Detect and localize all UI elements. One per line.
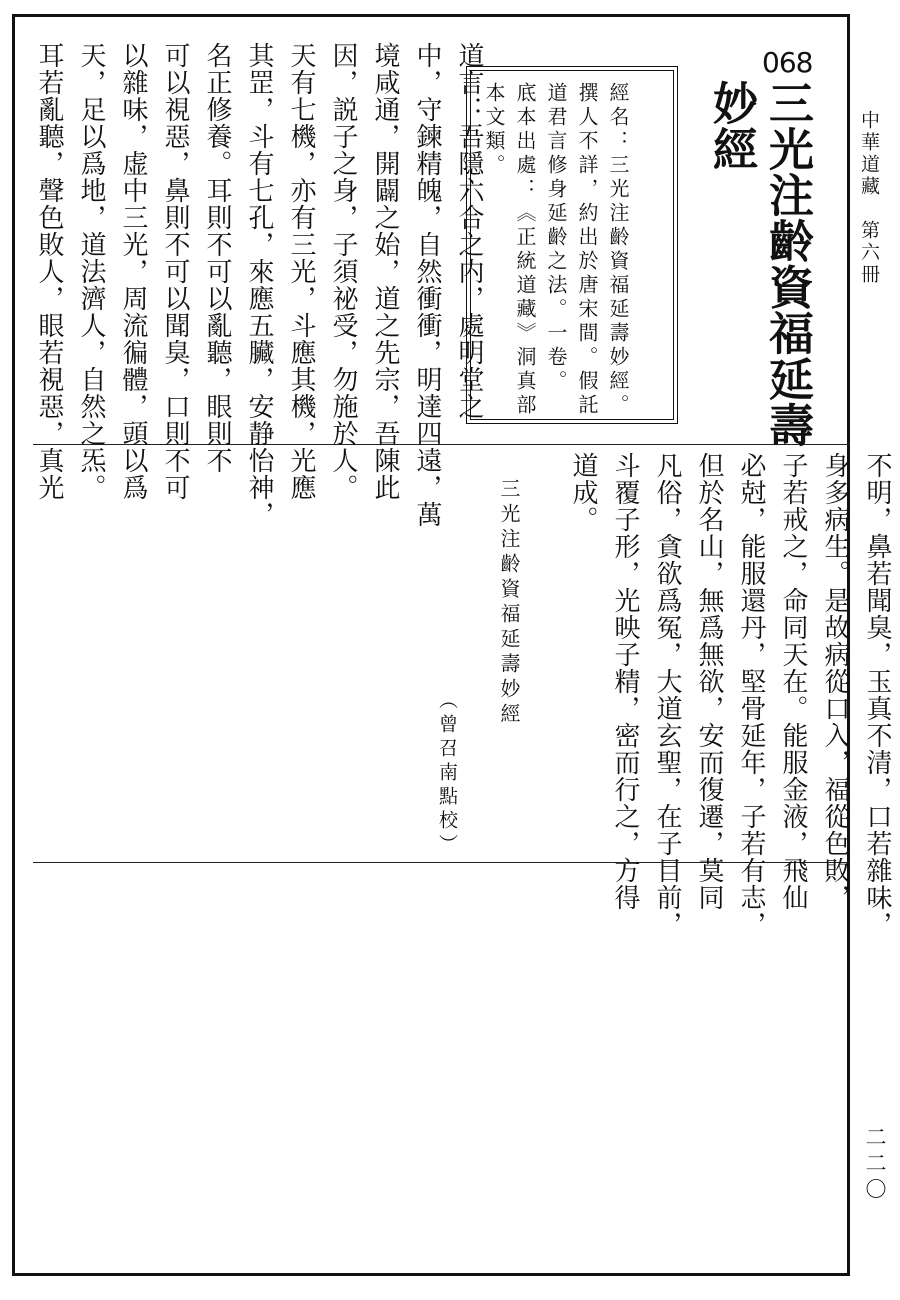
text-column: 道言：吾隱六合之内，處明堂之 [454, 42, 484, 420]
text-column: 名正修養。耳則不可以亂聽，眼則不 [202, 42, 232, 474]
text-column: 可以視惡，鼻則不可以聞臭，口則不可 [160, 42, 190, 501]
info-line: 道君言修身延齡之法。一卷。 [544, 82, 568, 394]
page-number: 二二〇 [863, 1126, 887, 1204]
info-line: 撰人不詳，約出於唐宋間。假託 [575, 82, 599, 418]
info-line: 本文類。 [482, 82, 506, 178]
text-column: 其罡，斗有七孔，來應五臟，安静怡神， [244, 42, 274, 528]
scripture-title [703, 80, 815, 448]
text-column: 中，守鍊精魄，自然衝衝，明達四遠，萬 [412, 42, 442, 528]
text-column: 但於名山，無爲無欲，安而復遷，莫同 [694, 452, 724, 911]
info-line: 底本出處：《正統道藏》洞真部 [513, 82, 537, 418]
info-box-text [478, 82, 633, 418]
body-text-upper [28, 42, 490, 528]
text-column: 身多病生。是故病從口入，福從色敗， [820, 452, 850, 911]
closing-title: 三光注齡資福延壽妙經 [497, 478, 521, 728]
text-column: 道成。 [568, 452, 598, 533]
text-column: 天，足以爲地，道法濟人，自然之炁。 [76, 42, 106, 501]
collection-title: 中華道藏 第六冊 [858, 110, 880, 286]
text-column: 必尅，能服還丹，堅骨延年，子若有志， [736, 452, 766, 938]
scripture-serial-number: 068 [762, 46, 813, 79]
text-column: 斗覆子形，光映子精，密而行之，方得 [610, 452, 640, 911]
body-text-lower [562, 452, 898, 938]
title-line: 三光注齡資福延壽 [761, 80, 814, 448]
text-column: 耳若亂聽，聲色敗人，眼若視惡，真光 [34, 42, 64, 501]
text-column: 天有七機，亦有三光，斗應其機，光應 [286, 42, 316, 501]
text-column: 子若戒之，命同天在。能服金液，飛仙 [778, 452, 808, 911]
text-column: 境咸通，開闢之始，道之先宗，吾陳此 [370, 42, 400, 501]
text-column: 以雜味，虚中三光，周流徧體，頭以爲 [118, 42, 148, 501]
info-line: 經名：三光注齡資福延壽妙經。 [606, 82, 630, 418]
text-column: 不明，鼻若聞臭，玉真不清，口若雜味， [862, 452, 892, 938]
text-column: 凡俗，貪欲爲冤，大道玄聖，在子目前， [652, 452, 682, 938]
title-line: 妙經 [705, 80, 758, 172]
proofreader-note: （曾召南點校） [436, 690, 458, 858]
text-column: 因，説子之身，子須祕受，勿施於人。 [328, 42, 358, 501]
